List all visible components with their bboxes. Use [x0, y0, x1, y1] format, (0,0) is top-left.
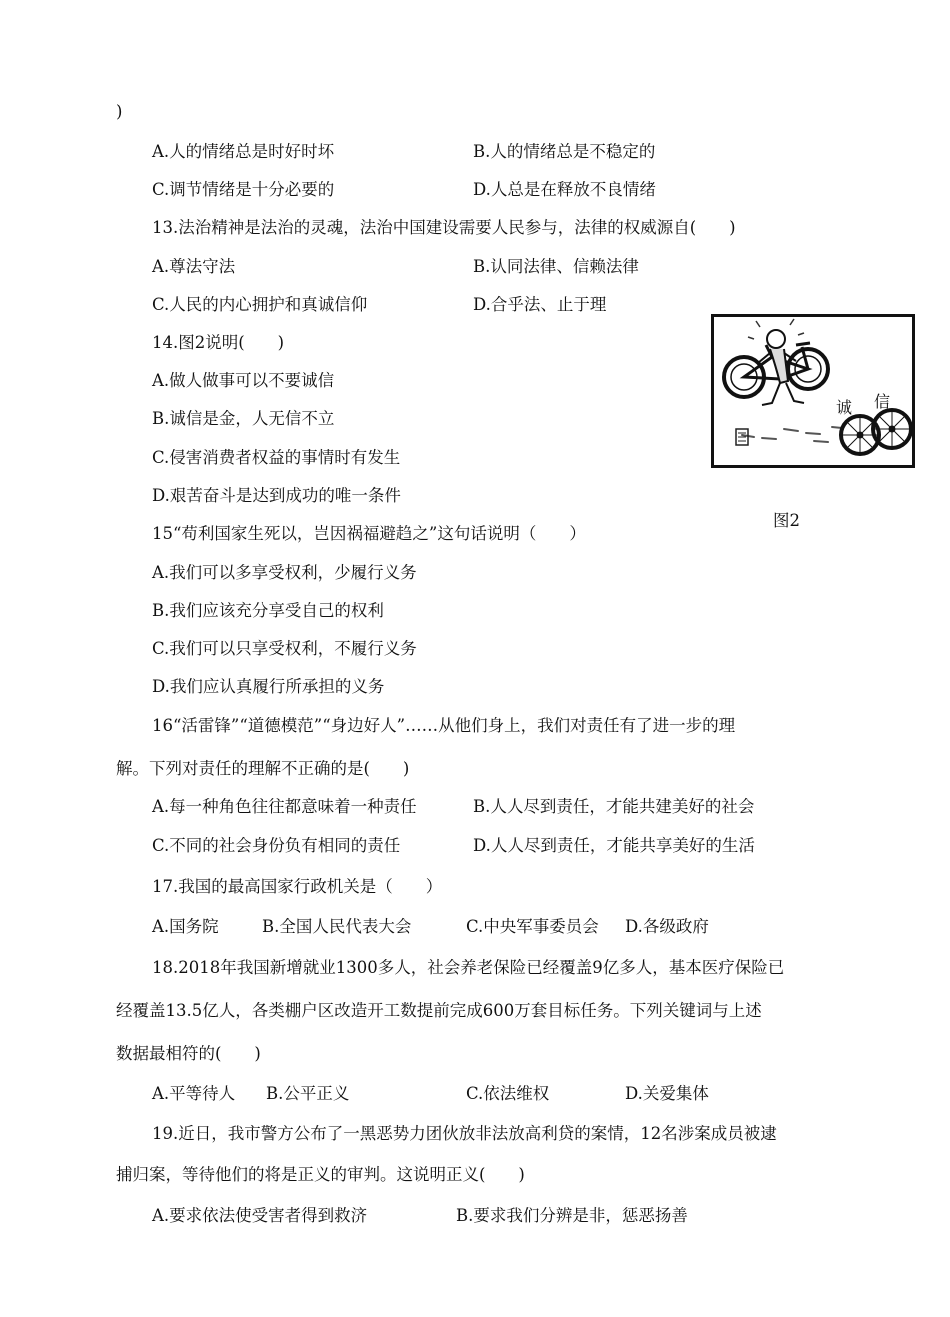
wheel-label-1: 诚	[836, 398, 853, 417]
q14-option-d[interactable]: D.艰苦奋斗是达到成功的唯一条件	[152, 486, 401, 505]
q18-option-b[interactable]: B.公平正义	[266, 1084, 350, 1103]
q12-option-a[interactable]: A.人的情绪总是时好时坏	[152, 142, 335, 161]
q13-option-a[interactable]: A.尊法守法	[152, 257, 236, 276]
q15-stem: 15“苟利国家生死以，岂因祸福避趋之”这句话说明（ ）	[152, 524, 586, 543]
q14-option-c[interactable]: C.侵害消费者权益的事情时有发生	[152, 448, 401, 467]
q16-option-c[interactable]: C.不同的社会身份负有相同的责任	[152, 836, 401, 855]
q18-stem-line2: 经覆盖13.5亿人，各类棚户区改造开工数提前完成600万套目标任务。下列关键词与上述	[116, 1001, 762, 1020]
q12-option-b[interactable]: B.人的情绪总是不稳定的	[473, 142, 656, 161]
q18-stem-line3: 数据最相符的( )	[116, 1044, 261, 1063]
q16-stem-line2: 解。下列对责任的理解不正确的是( )	[116, 759, 410, 778]
q15-option-a[interactable]: A.我们可以多享受权利，少履行义务	[152, 563, 417, 582]
q16-option-a[interactable]: A.每一种角色往往都意味着一种责任	[152, 797, 417, 816]
q12-option-d[interactable]: D.人总是在释放不良情绪	[473, 180, 656, 199]
q14-stem: 14.图2说明( )	[152, 333, 285, 352]
q17-stem: 17.我国的最高国家行政机关是（ ）	[152, 877, 443, 896]
q13-option-b[interactable]: B.认同法律、信赖法律	[473, 257, 639, 276]
figure-2-illustration	[711, 314, 915, 468]
q13-option-c[interactable]: C.人民的内心拥护和真诚信仰	[152, 295, 368, 314]
q14-option-b[interactable]: B.诚信是金，人无信不立	[152, 409, 335, 428]
q18-option-d[interactable]: D.关爱集体	[625, 1084, 709, 1103]
q15-option-d[interactable]: D.我们应认真履行所承担的义务	[152, 677, 385, 696]
q14-option-a[interactable]: A.做人做事可以不要诚信	[152, 371, 335, 390]
q13-stem: 13.法治精神是法治的灵魂，法治中国建设需要人民参与，法律的权威源自( )	[152, 218, 736, 237]
q17-option-c[interactable]: C.中央军事委员会	[466, 917, 599, 936]
q19-stem-line1: 19.近日，我市警方公布了一黑恶势力团伙放非法放高利贷的案情，12名涉案成员被逮	[152, 1124, 777, 1143]
q13-option-d[interactable]: D.合乎法、止于理	[473, 295, 607, 314]
q12-option-c[interactable]: C.调节情绪是十分必要的	[152, 180, 335, 199]
q19-stem-line2: 捕归案，等待他们的将是正义的审判。这说明正义( )	[116, 1165, 525, 1184]
q19-option-b[interactable]: B.要求我们分辨是非，惩恶扬善	[456, 1206, 688, 1225]
q17-option-b[interactable]: B.全国人民代表大会	[262, 917, 412, 936]
q18-option-c[interactable]: C.依法维权	[466, 1084, 550, 1103]
q16-option-d[interactable]: D.人人尽到责任，才能共享美好的生活	[473, 836, 755, 855]
continuation-paren: )	[116, 102, 123, 121]
q19-option-a[interactable]: A.要求依法使受害者得到救济	[152, 1206, 368, 1225]
q18-stem-line1: 18.2018年我国新增就业1300多人，社会养老保险已经覆盖9亿多人，基本医疗保险已	[152, 958, 785, 977]
q17-option-d[interactable]: D.各级政府	[625, 917, 709, 936]
q16-stem-line1: 16“活雷锋”“道德模范”“身边好人”……从他们身上，我们对责任有了进一步的理	[152, 716, 736, 735]
q16-option-b[interactable]: B.人人尽到责任，才能共建美好的社会	[473, 797, 755, 816]
q18-option-a[interactable]: A.平等待人	[152, 1084, 236, 1103]
q15-option-b[interactable]: B.我们应该充分享受自己的权利	[152, 601, 384, 620]
cartoon-bicycle-icon	[714, 317, 912, 465]
figure-caption: 图2	[773, 511, 800, 530]
wheel-label-2: 信	[874, 392, 891, 411]
q15-option-c[interactable]: C.我们可以只享受权利，不履行义务	[152, 639, 417, 658]
q17-option-a[interactable]: A.国务院	[152, 917, 219, 936]
